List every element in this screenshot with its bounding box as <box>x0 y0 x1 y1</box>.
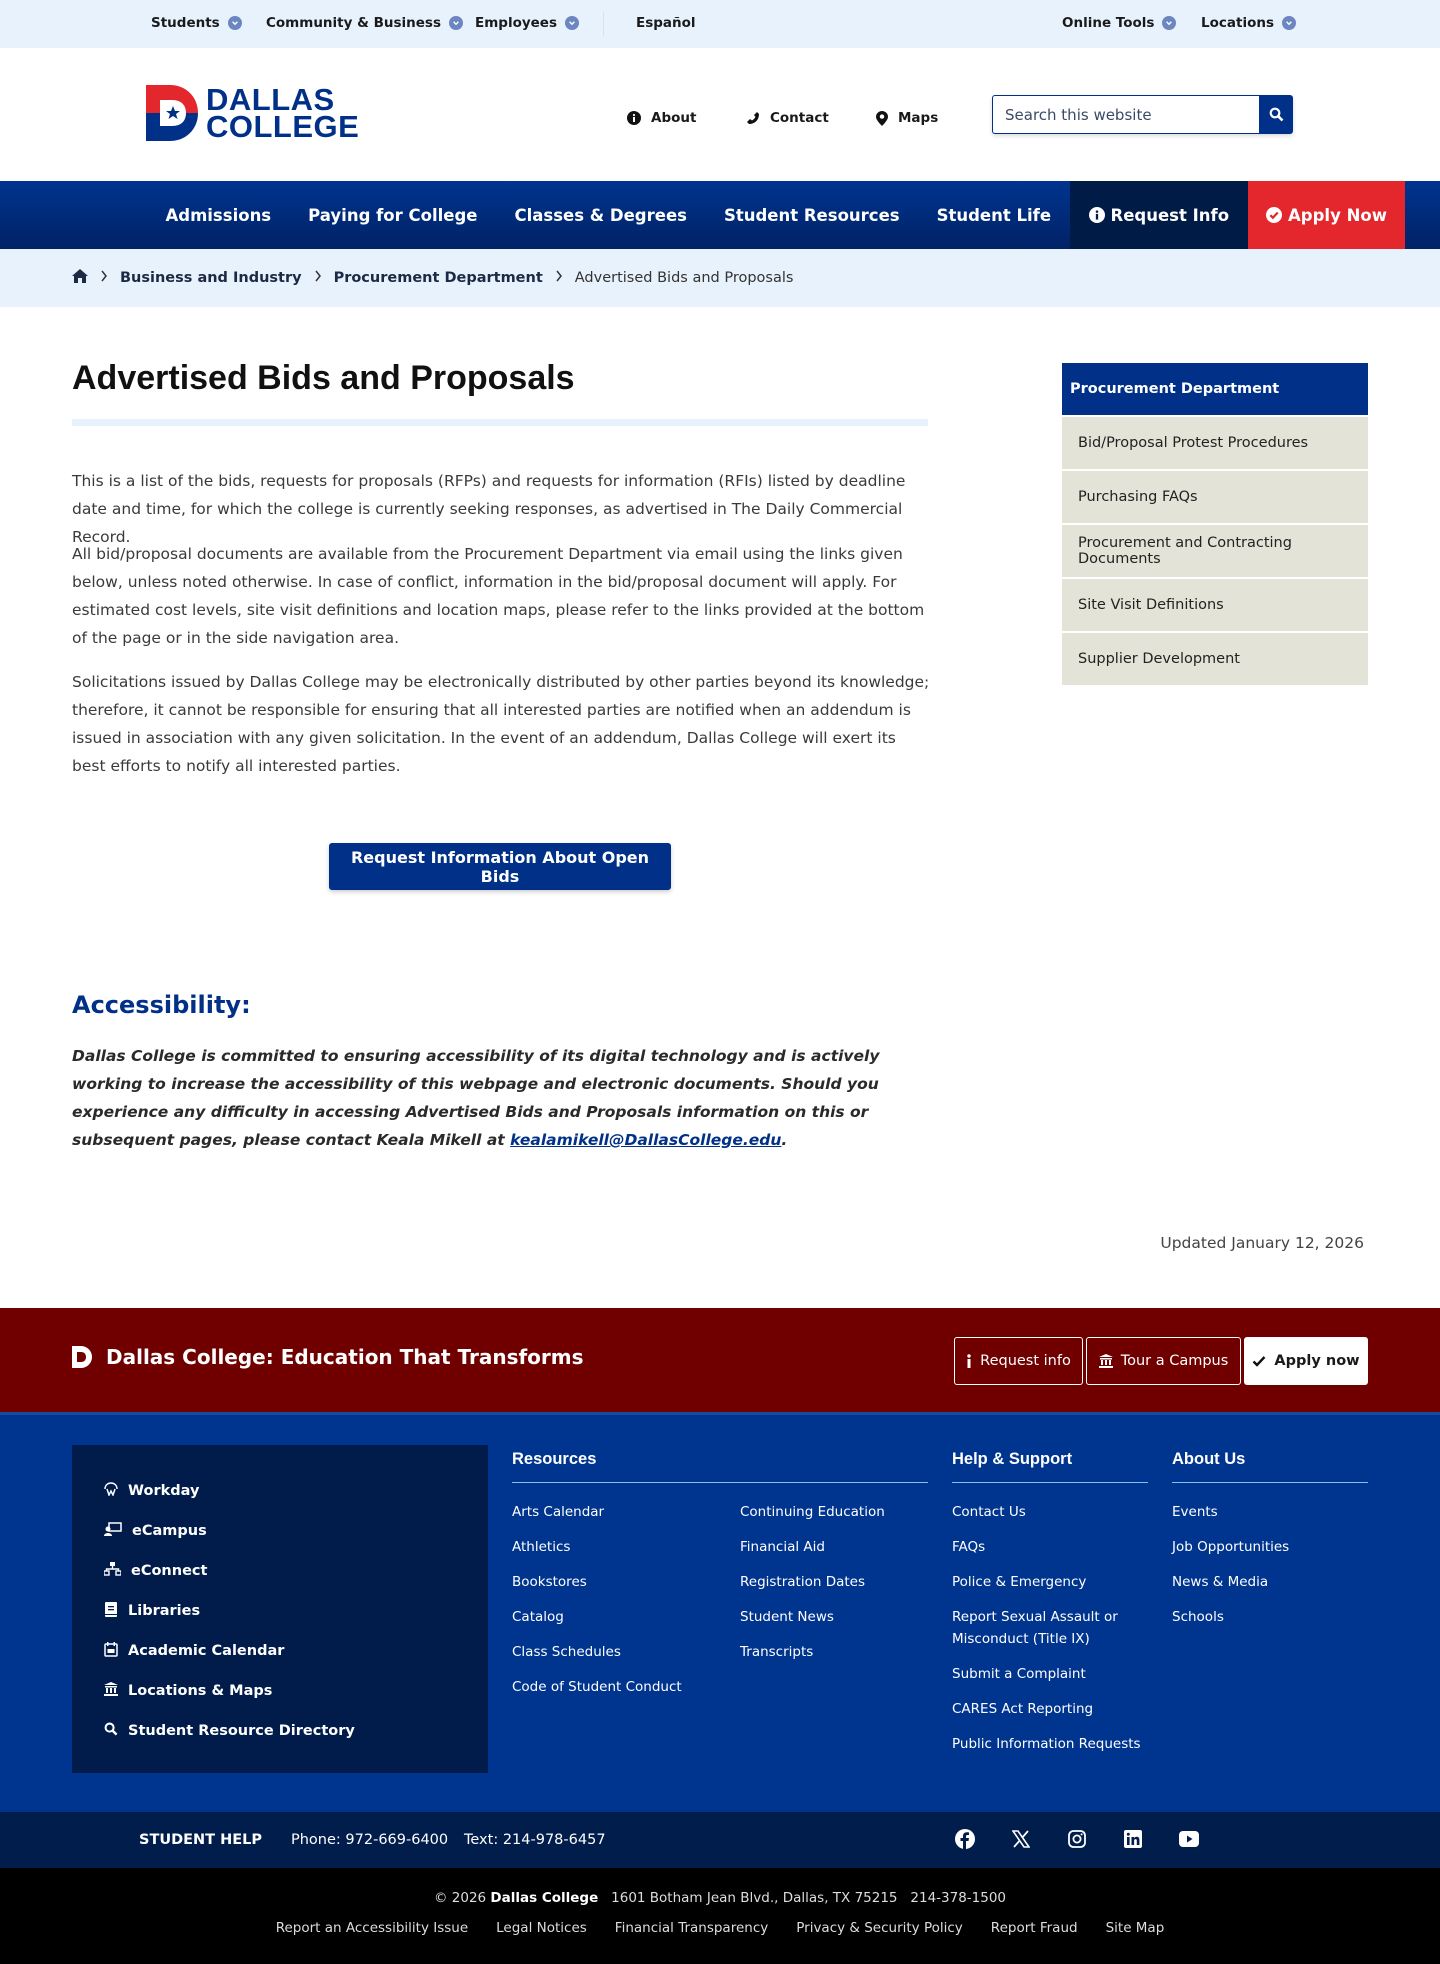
title-divider <box>72 419 928 426</box>
footer-link[interactable]: Public Information Requests <box>952 1736 1141 1752</box>
quick-links-panel <box>72 1445 488 1773</box>
dallas-college-logo[interactable] <box>146 82 360 144</box>
nav-paying-for-college[interactable]: Paying for College <box>308 205 478 225</box>
student-help-text[interactable]: Text: 214-978-6457 <box>464 1832 606 1848</box>
accessibility-email-link[interactable]: kealamikell@DallasCollege.edu <box>510 1131 782 1149</box>
footer-link[interactable]: Financial Aid <box>740 1539 825 1555</box>
header-maps-link[interactable]: Maps <box>876 110 938 126</box>
breadcrumb-current: Advertised Bids and Proposals <box>574 270 794 286</box>
linkedin-icon[interactable] <box>1123 1829 1143 1853</box>
quick-link-student-resource-directory[interactable]: Student Resource Directory <box>72 1711 488 1751</box>
language-espanol-link[interactable]: Español <box>636 15 696 31</box>
main-content <box>0 307 1440 1308</box>
quick-link-libraries[interactable]: Libraries <box>72 1591 488 1631</box>
site-search <box>992 95 1293 134</box>
youtube-icon[interactable] <box>1179 1829 1199 1853</box>
promo-title: Dallas College: Education That Transforms <box>72 1345 584 1369</box>
footer-link[interactable]: Job Opportunities <box>1172 1539 1290 1555</box>
resources-col1 <box>512 1501 740 1711</box>
accessibility-statement: Dallas College is committed to ensuring accessibility of its digital technology and is actively working to increase the accessibility of this webpage and electronic documents. Should you experience any difficulty in accessing Advertised Bids and Proposals information on this or subsequent pages, please contact Keala Mikell at kealamikell@DallasCollege.edu. <box>72 1047 880 1149</box>
documents-paragraph: All bid/proposal documents are available from the Procurement Department via email using the links given below, unless noted otherwise. In case of conflict, information in the bid/proposal document will apply. For estimated cost levels, site visit definitions and location maps, please refer to the links provided at the bottom of the page or in the side navigation area. <box>72 545 925 647</box>
footer-help-support <box>952 1445 1148 1768</box>
breadcrumb-home[interactable] <box>72 269 88 287</box>
nav-student-resources[interactable]: Student Resources <box>723 205 900 225</box>
social-links <box>955 1829 1199 1853</box>
quick-link-locations-maps[interactable]: Locations & Maps <box>72 1671 488 1711</box>
promo-tour-campus-button[interactable]: Tour a Campus <box>1086 1337 1241 1385</box>
solicitations-paragraph: Solicitations issued by Dallas College may be electronically distributed by other parties beyond its knowledge; therefore, it cannot be responsible for ensuring that all interested parties are notified when an addendum is issued in association with any given solicitation. In the event of an addendum, Dallas College will exert its best efforts to notify all interested parties. <box>72 673 930 775</box>
divider <box>603 12 604 36</box>
home-icon <box>72 269 88 283</box>
updated-date: Updated January 12, 2026 <box>1160 1234 1364 1252</box>
utility-employees[interactable]: Employees <box>475 15 579 31</box>
request-info-open-bids-button[interactable]: Request Information About Open Bids <box>329 843 671 890</box>
network-icon <box>104 1562 121 1580</box>
footer-main <box>0 1412 1440 1812</box>
footer-link[interactable]: Catalog <box>512 1609 564 1625</box>
side-navigation <box>1062 363 1368 685</box>
student-help-label: STUDENT HELP <box>139 1832 263 1848</box>
check-icon <box>1252 1355 1266 1367</box>
logo-d-icon <box>72 1346 92 1368</box>
nav-classes-degrees[interactable]: Classes & Degrees <box>514 205 687 225</box>
header-about-link[interactable]: About <box>627 110 696 126</box>
calendar-icon <box>104 1642 118 1661</box>
info-circle-icon <box>1089 207 1105 223</box>
search-button[interactable] <box>1259 95 1293 134</box>
quick-link-econnect[interactable]: eConnect <box>72 1551 488 1591</box>
quick-link-ecampus[interactable]: eCampus <box>72 1511 488 1551</box>
info-icon <box>966 1354 972 1368</box>
nav-apply-now[interactable]: Apply Now <box>1248 181 1405 249</box>
logo-d-icon <box>146 85 198 141</box>
side-nav-purchasing-faqs[interactable]: Purchasing FAQs <box>1062 471 1368 523</box>
chevron-down-icon <box>1282 16 1296 30</box>
legal-links <box>0 1920 1440 1936</box>
site-header <box>0 48 1440 181</box>
side-nav-protest-procedures[interactable]: Bid/Proposal Protest Procedures <box>1062 417 1368 469</box>
footer-link[interactable]: Schools <box>1172 1609 1224 1625</box>
promo-band <box>0 1308 1440 1412</box>
utility-community-business[interactable]: Community & Business <box>266 15 463 31</box>
footer-link[interactable]: Student News <box>740 1609 834 1625</box>
ecampus-icon <box>104 1522 122 1540</box>
info-circle-icon <box>627 111 641 125</box>
promo-apply-now-button[interactable]: Apply now <box>1244 1337 1368 1385</box>
main-nav <box>0 181 1440 249</box>
breadcrumb <box>0 249 1440 307</box>
intro-paragraph: This is a list of the bids, requests for proposals (RFPs) and requests for information (RFIs) listed by deadline date and time, for which the college is currently seeking responses, as advertised in The Daily Commercial Record. <box>72 472 906 546</box>
side-nav-site-visit-definitions[interactable]: Site Visit Definitions <box>1062 579 1368 631</box>
footer-link[interactable]: Events <box>1172 1504 1218 1520</box>
search-input[interactable] <box>992 95 1259 134</box>
student-help-bar <box>0 1812 1440 1868</box>
x-icon[interactable] <box>1011 1829 1031 1853</box>
footer-about-us <box>1172 1445 1368 1641</box>
side-nav-supplier-development[interactable]: Supplier Development <box>1062 633 1368 685</box>
student-help-phone[interactable]: Phone: 972-669-6400 <box>291 1832 449 1848</box>
chevron-down-icon <box>565 16 579 30</box>
legal-link-site-map[interactable]: Site Map <box>1105 1920 1165 1936</box>
footer-link[interactable]: Arts Calendar <box>512 1504 605 1520</box>
breadcrumb-procurement-department[interactable]: Procurement Department <box>333 270 543 286</box>
chevron-down-icon <box>228 16 242 30</box>
footer-link[interactable]: FAQs <box>952 1539 986 1555</box>
chevron-down-icon <box>1162 16 1176 30</box>
breadcrumb-business-industry[interactable]: Business and Industry <box>120 270 302 286</box>
check-circle-icon <box>1266 207 1282 223</box>
utility-locations[interactable]: Locations <box>1201 15 1296 31</box>
legal-footer <box>0 1868 1440 1964</box>
accessibility-heading: Accessibility: <box>72 991 251 1019</box>
utility-students[interactable]: Students <box>151 15 242 31</box>
footer-link[interactable]: Athletics <box>512 1539 571 1555</box>
instagram-icon[interactable] <box>1067 1829 1087 1853</box>
footer-link[interactable]: Report Sexual Assault or Misconduct (Title IX) <box>952 1609 1118 1647</box>
quick-link-academic-calendar[interactable]: Academic Calendar <box>72 1631 488 1671</box>
facebook-icon[interactable] <box>955 1829 975 1853</box>
utility-bar <box>0 0 1440 48</box>
promo-request-info-button[interactable]: Request info <box>954 1337 1083 1385</box>
legal-link-privacy[interactable]: Privacy & Security Policy <box>796 1920 963 1936</box>
nav-request-info[interactable]: Request Info <box>1070 181 1249 249</box>
phone-icon <box>746 111 760 125</box>
footer-link[interactable]: Code of Student Conduct <box>512 1679 682 1695</box>
resources-heading: Resources <box>512 1445 928 1483</box>
side-nav-heading[interactable]: Procurement Department <box>1062 363 1368 415</box>
footer-link[interactable]: CARES Act Reporting <box>952 1701 1094 1717</box>
copyright-line: © 2026 Dallas College 1601 Botham Jean Blvd., Dallas, TX 75215 214-378-1500 <box>433 1890 1007 1906</box>
nav-admissions[interactable]: Admissions <box>165 205 272 225</box>
footer-link[interactable]: Registration Dates <box>740 1574 866 1590</box>
utility-online-tools[interactable]: Online Tools <box>1062 15 1176 31</box>
footer-link[interactable]: Continuing Education <box>740 1504 885 1520</box>
about-us-heading: About Us <box>1172 1445 1368 1483</box>
quick-link-workday[interactable]: Workday <box>72 1471 488 1511</box>
chevron-right-icon <box>314 270 322 286</box>
building-icon <box>1099 1354 1113 1368</box>
footer-link[interactable]: Class Schedules <box>512 1644 621 1660</box>
map-pin-icon <box>876 111 888 126</box>
legal-link-accessibility[interactable]: Report an Accessibility Issue <box>275 1920 469 1936</box>
help-support-heading: Help & Support <box>952 1445 1148 1483</box>
chevron-down-icon <box>449 16 463 30</box>
search-icon <box>1269 107 1284 122</box>
footer-link[interactable]: Submit a Complaint <box>952 1666 1086 1682</box>
footer-link[interactable]: Transcripts <box>740 1644 814 1660</box>
legal-link-report-fraud[interactable]: Report Fraud <box>990 1920 1078 1936</box>
chevron-right-icon <box>555 270 563 286</box>
nav-student-life[interactable]: Student Life <box>936 205 1052 225</box>
footer-link[interactable]: Contact Us <box>952 1504 1026 1520</box>
header-contact-link[interactable]: Contact <box>746 110 829 126</box>
resources-col2 <box>740 1501 885 1711</box>
side-nav-contracting-documents[interactable]: Procurement and Contracting Documents <box>1062 525 1368 577</box>
legal-link-notices[interactable]: Legal Notices <box>496 1920 587 1936</box>
footer-link[interactable]: Bookstores <box>512 1574 587 1590</box>
workday-icon <box>104 1482 118 1500</box>
footer-resources <box>512 1445 928 1711</box>
search-icon <box>104 1722 118 1740</box>
legal-link-financial-transparency[interactable]: Financial Transparency <box>614 1920 769 1936</box>
page-title: Advertised Bids and Proposals <box>72 359 575 397</box>
chevron-right-icon <box>100 270 108 286</box>
footer-link[interactable]: News & Media <box>1172 1574 1269 1590</box>
book-icon <box>104 1602 118 1621</box>
logo-wordmark: DALLAS COLLEGE <box>206 82 360 144</box>
footer-link[interactable]: Police & Emergency <box>952 1574 1087 1590</box>
building-icon <box>104 1682 118 1700</box>
